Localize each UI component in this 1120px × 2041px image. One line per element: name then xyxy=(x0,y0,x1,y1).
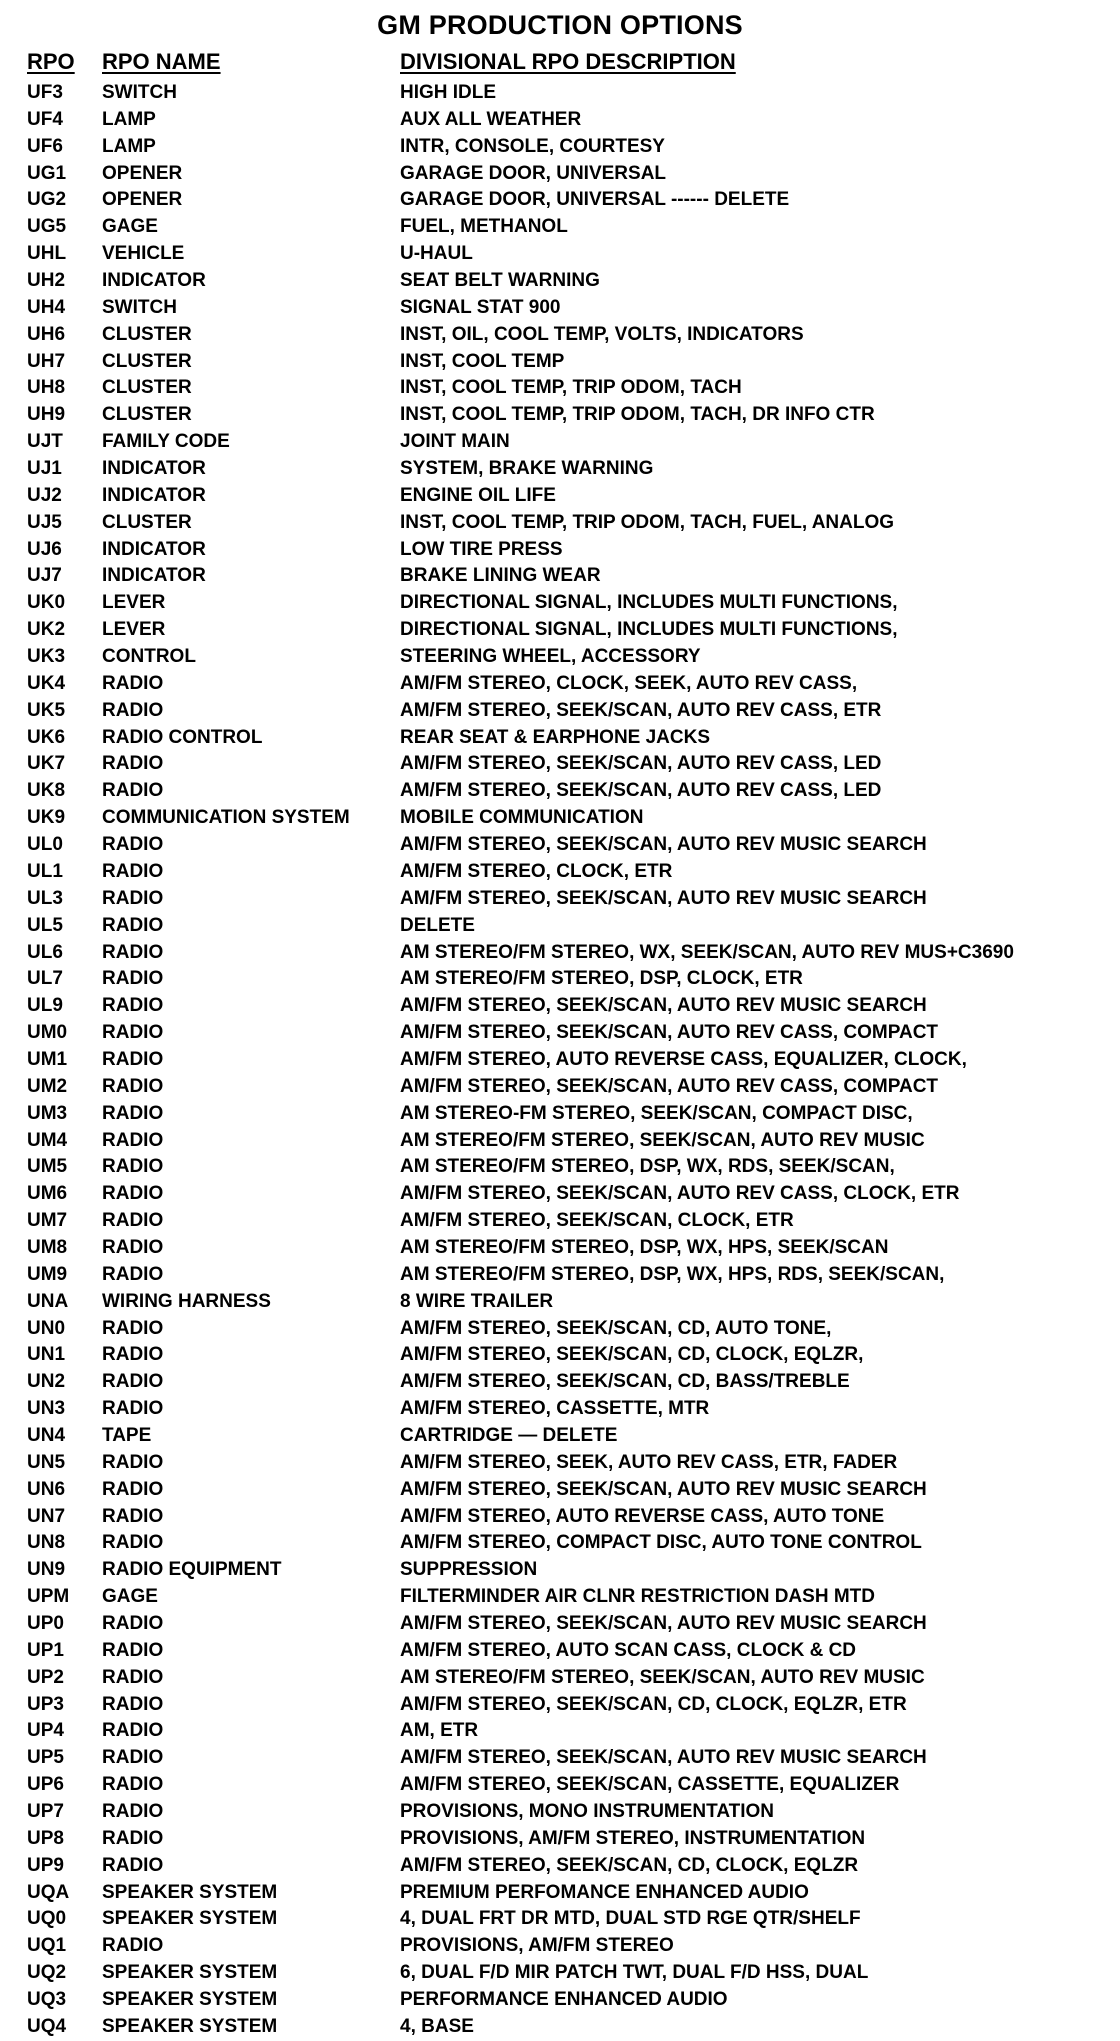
rpo-code: UH7 xyxy=(27,350,66,372)
rpo-description: AM/FM STEREO, SEEK/SCAN, CD, CLOCK, EQLZR, ETR xyxy=(400,1693,907,1715)
rpo-description: PREMIUM PERFOMANCE ENHANCED AUDIO xyxy=(400,1881,809,1903)
rpo-code: UP9 xyxy=(27,1854,64,1876)
rpo-description: AM STEREO/FM STEREO, SEEK/SCAN, AUTO REV MUSIC xyxy=(400,1666,925,1688)
table-row xyxy=(0,1799,1120,1826)
rpo-description: AM STEREO/FM STEREO, DSP, WX, HPS, RDS, SEEK/SCAN, xyxy=(400,1263,945,1285)
rpo-name: CONTROL xyxy=(102,646,196,668)
rpo-name: RADIO xyxy=(102,1478,164,1500)
table-row xyxy=(0,778,1120,805)
rpo-description: INST, COOL TEMP, TRIP ODOM, TACH, DR INFO CTR xyxy=(400,404,875,426)
table-row xyxy=(0,349,1120,376)
rpo-code: UJ6 xyxy=(27,538,62,560)
rpo-description: AM/FM STEREO, SEEK/SCAN, AUTO REV MUSIC SEARCH xyxy=(400,1478,927,1500)
rpo-name: RADIO xyxy=(102,834,164,856)
rpo-name: VEHICLE xyxy=(102,243,185,265)
rpo-description: AM/FM STEREO, CLOCK, SEEK, AUTO REV CASS, xyxy=(400,672,858,694)
rpo-name: INDICATOR xyxy=(102,565,206,587)
rpo-description: AM/FM STEREO, SEEK/SCAN, AUTO REV MUSIC SEARCH xyxy=(400,834,927,856)
rpo-description: U-HAUL xyxy=(400,243,473,265)
column-header-description: DIVISIONAL RPO DESCRIPTION xyxy=(400,49,736,74)
rpo-code: UPM xyxy=(27,1586,70,1608)
table-row xyxy=(0,1074,1120,1101)
page-title: GM PRODUCTION OPTIONS xyxy=(377,10,743,40)
rpo-name: RADIO xyxy=(102,941,164,963)
rpo-code: UM2 xyxy=(27,1075,68,1097)
table-row xyxy=(0,268,1120,295)
rpo-description: AUX ALL WEATHER xyxy=(400,108,582,130)
rpo-code: UP2 xyxy=(27,1666,64,1688)
rpo-description: AM/FM STEREO, SEEK/SCAN, CASSETTE, EQUALIZER xyxy=(400,1774,900,1796)
rpo-code: UQ1 xyxy=(27,1935,67,1957)
rpo-name: CLUSTER xyxy=(102,511,192,533)
rpo-code: UJ7 xyxy=(27,565,62,587)
rpo-name: RADIO xyxy=(102,1532,164,1554)
table-row xyxy=(0,1369,1120,1396)
rpo-description: AM/FM STEREO, SEEK/SCAN, AUTO REV CASS, LED xyxy=(400,780,882,802)
table-row xyxy=(0,1047,1120,1074)
rpo-code: UQA xyxy=(27,1881,70,1903)
rpo-description: AM/FM STEREO, SEEK/SCAN, AUTO REV CASS, ETR xyxy=(400,699,882,721)
rpo-description: GARAGE DOOR, UNIVERSAL xyxy=(400,162,667,184)
rpo-code: UP0 xyxy=(27,1612,64,1634)
rpo-name: RADIO xyxy=(102,1317,164,1339)
rpo-code: UM8 xyxy=(27,1236,68,1258)
rpo-description: AM/FM STEREO, SEEK/SCAN, AUTO REV CASS, CLOCK, ETR xyxy=(400,1183,960,1205)
rpo-name: RADIO xyxy=(102,1854,164,1876)
rpo-name: RADIO xyxy=(102,1048,164,1070)
rpo-name: GAGE xyxy=(102,216,158,238)
rpo-name: RADIO xyxy=(102,1827,164,1849)
rpo-code: UP6 xyxy=(27,1774,64,1796)
table-row xyxy=(0,2014,1120,2041)
table-row xyxy=(0,1933,1120,1960)
rpo-code: UP3 xyxy=(27,1693,64,1715)
rpo-description: DIRECTIONAL SIGNAL, INCLUDES MULTI FUNCTIONS, xyxy=(400,619,898,641)
rpo-description: AM STEREO/FM STEREO, DSP, WX, RDS, SEEK/SCAN, xyxy=(400,1156,895,1178)
rpo-code: UM9 xyxy=(27,1263,68,1285)
table-row xyxy=(0,1128,1120,1155)
table-row xyxy=(0,1745,1120,1772)
table-row xyxy=(0,805,1120,832)
table-row xyxy=(0,295,1120,322)
rpo-description: PROVISIONS, MONO INSTRUMENTATION xyxy=(400,1801,775,1822)
rpo-code: UP4 xyxy=(27,1720,64,1742)
column-header-rpo-name: RPO NAME xyxy=(102,49,221,74)
rpo-description: BRAKE LINING WEAR xyxy=(400,565,601,587)
table-row xyxy=(0,1020,1120,1047)
rpo-description: HIGH IDLE xyxy=(400,82,497,103)
rpo-code: UN2 xyxy=(27,1371,66,1393)
rpo-name: RADIO xyxy=(102,1102,164,1124)
rpo-description: AM/FM STEREO, SEEK/SCAN, AUTO REV CASS, COMPACT xyxy=(400,1075,939,1097)
rpo-code: UN7 xyxy=(27,1505,66,1527)
rpo-code: UM6 xyxy=(27,1183,68,1205)
rpo-name: CLUSTER xyxy=(102,404,192,426)
rpo-code: UG5 xyxy=(27,216,67,238)
table-row xyxy=(0,241,1120,268)
rpo-code: UN1 xyxy=(27,1344,66,1366)
rpo-description: AM/FM STEREO, SEEK/SCAN, AUTO REV MUSIC SEARCH xyxy=(400,887,927,909)
rpo-description: 4, BASE xyxy=(400,2015,474,2037)
rpo-code: UN9 xyxy=(27,1559,66,1581)
rpo-name: SWITCH xyxy=(102,296,177,318)
rpo-name: RADIO xyxy=(102,995,164,1017)
rpo-code: UQ2 xyxy=(27,1962,67,1984)
column-header-rpo: RPO xyxy=(27,49,75,74)
rpo-name: TAPE xyxy=(102,1424,152,1446)
rpo-code: UM5 xyxy=(27,1156,68,1178)
rpo-name: RADIO xyxy=(102,1639,164,1661)
rpo-description: GARAGE DOOR, UNIVERSAL ------ DELETE xyxy=(400,189,790,211)
table-row xyxy=(0,187,1120,214)
rpo-name: OPENER xyxy=(102,162,183,184)
rpo-description: AM STEREO/FM STEREO, SEEK/SCAN, AUTO REV MUSIC xyxy=(400,1129,925,1151)
rpo-name: OPENER xyxy=(102,189,183,211)
rpo-code: UL1 xyxy=(27,860,63,882)
table-row xyxy=(0,1101,1120,1128)
table-row xyxy=(0,1611,1120,1638)
table-row xyxy=(0,617,1120,644)
rpo-name: LEVER xyxy=(102,619,166,641)
table-row xyxy=(0,1450,1120,1477)
rpo-code: UK8 xyxy=(27,780,66,802)
rpo-code: UL3 xyxy=(27,887,63,909)
rpo-description: SYSTEM, BRAKE WARNING xyxy=(400,458,654,480)
rpo-name: RADIO xyxy=(102,1666,164,1688)
rpo-code: UK4 xyxy=(27,672,66,694)
rpo-name: CLUSTER xyxy=(102,350,192,372)
rpo-description: PROVISIONS, AM/FM STEREO xyxy=(400,1935,674,1957)
rpo-name: INDICATOR xyxy=(102,458,206,480)
rpo-code: UP7 xyxy=(27,1801,64,1822)
table-row xyxy=(0,1718,1120,1745)
rpo-description: AM/FM STEREO, SEEK/SCAN, AUTO REV MUSIC SEARCH xyxy=(400,1747,927,1769)
rpo-description: 8 WIRE TRAILER xyxy=(400,1290,554,1312)
rpo-name: SPEAKER SYSTEM xyxy=(102,1989,278,2011)
rpo-code: UJ1 xyxy=(27,458,62,480)
table-row xyxy=(0,107,1120,134)
table-row xyxy=(0,483,1120,510)
rpo-name: RADIO xyxy=(102,1747,164,1769)
rpo-name: RADIO EQUIPMENT xyxy=(102,1559,282,1581)
rpo-name: RADIO xyxy=(102,1263,164,1285)
rpo-description: AM/FM STEREO, SEEK/SCAN, CLOCK, ETR xyxy=(400,1210,794,1232)
rpo-name: RADIO xyxy=(102,1935,164,1957)
rpo-code: UK7 xyxy=(27,753,66,775)
table-row xyxy=(0,913,1120,940)
table-row xyxy=(0,698,1120,725)
rpo-name: RADIO xyxy=(102,1075,164,1097)
rpo-name: SPEAKER SYSTEM xyxy=(102,2015,278,2037)
table-row xyxy=(0,886,1120,913)
rpo-code: UH2 xyxy=(27,270,66,292)
rpo-code: UK0 xyxy=(27,592,66,614)
rpo-description: AM STEREO-FM STEREO, SEEK/SCAN, COMPACT DISC, xyxy=(400,1102,913,1124)
table-row xyxy=(0,1396,1120,1423)
rpo-name: RADIO xyxy=(102,968,164,990)
rpo-code: UNA xyxy=(27,1290,69,1312)
table-row xyxy=(0,537,1120,564)
rpo-code: UL7 xyxy=(27,968,63,990)
rpo-description: INST, COOL TEMP, TRIP ODOM, TACH, FUEL, ANALOG xyxy=(400,511,895,533)
rpo-name: FAMILY CODE xyxy=(102,431,230,453)
table-row xyxy=(0,1584,1120,1611)
rpo-code: UF3 xyxy=(27,82,63,103)
rpo-code: UJ2 xyxy=(27,484,62,506)
table-row xyxy=(0,134,1120,161)
rpo-name: RADIO xyxy=(102,699,164,721)
rpo-description: SEAT BELT WARNING xyxy=(400,270,600,292)
table-row xyxy=(0,1181,1120,1208)
table-row xyxy=(0,1880,1120,1907)
rpo-description: AM/FM STEREO, SEEK/SCAN, AUTO REV MUSIC SEARCH xyxy=(400,995,927,1017)
rpo-description: MOBILE COMMUNICATION xyxy=(400,807,644,829)
rpo-name: RADIO xyxy=(102,1720,164,1742)
rpo-name: RADIO xyxy=(102,1398,164,1420)
rpo-code: UL9 xyxy=(27,995,63,1017)
rpo-description: INST, COOL TEMP xyxy=(400,350,565,372)
rpo-name: RADIO xyxy=(102,780,164,802)
table-row xyxy=(0,966,1120,993)
rpo-code: UK5 xyxy=(27,699,66,721)
rpo-description: PERFORMANCE ENHANCED AUDIO xyxy=(400,1989,728,2011)
rpo-description: DELETE xyxy=(400,914,475,936)
rpo-name: RADIO xyxy=(102,1505,164,1527)
rpo-description: LOW TIRE PRESS xyxy=(400,538,563,560)
rpo-name: CLUSTER xyxy=(102,323,192,345)
rpo-code: UM1 xyxy=(27,1048,68,1070)
rpo-name: RADIO xyxy=(102,1210,164,1232)
rpo-name: SWITCH xyxy=(102,82,177,103)
rpo-code: UK2 xyxy=(27,619,66,641)
rpo-description: JOINT MAIN xyxy=(400,431,510,453)
rpo-code: UL5 xyxy=(27,914,63,936)
rpo-description: 6, DUAL F/D MIR PATCH TWT, DUAL F/D HSS, DUAL xyxy=(400,1962,869,1984)
table-row xyxy=(0,1960,1120,1987)
table-row xyxy=(0,1423,1120,1450)
rpo-code: UN8 xyxy=(27,1532,66,1554)
rpo-description: AM/FM STEREO, COMPACT DISC, AUTO TONE CONTROL xyxy=(400,1532,922,1554)
rpo-name: COMMUNICATION SYSTEM xyxy=(102,807,350,829)
rpo-description: AM/FM STEREO, SEEK, AUTO REV CASS, ETR, FADER xyxy=(400,1451,898,1473)
rpo-code: UK3 xyxy=(27,646,66,668)
rpo-code: UG1 xyxy=(27,162,67,184)
table-row xyxy=(0,1665,1120,1692)
rpo-name: INDICATOR xyxy=(102,270,206,292)
table-row xyxy=(0,993,1120,1020)
table-row xyxy=(0,1772,1120,1799)
table-row xyxy=(0,161,1120,188)
rpo-name: RADIO xyxy=(102,1371,164,1393)
table-row xyxy=(0,563,1120,590)
rpo-description: AM, ETR xyxy=(400,1720,479,1742)
rpo-name: RADIO CONTROL xyxy=(102,726,263,748)
rpo-description: INTR, CONSOLE, COURTESY xyxy=(400,135,665,157)
table-row xyxy=(0,1557,1120,1584)
rpo-description: AM/FM STEREO, SEEK/SCAN, CD, CLOCK, EQLZR xyxy=(400,1854,859,1876)
rpo-code: UJT xyxy=(27,431,63,453)
rpo-code: UH4 xyxy=(27,296,66,318)
rpo-code: UF6 xyxy=(27,135,63,157)
rpo-code: UM0 xyxy=(27,1022,68,1044)
table-row xyxy=(0,725,1120,752)
rpo-name: INDICATOR xyxy=(102,538,206,560)
rpo-code: UP8 xyxy=(27,1827,64,1849)
rpo-name: RADIO xyxy=(102,672,164,694)
rpo-code: UF4 xyxy=(27,108,63,130)
rpo-name: RADIO xyxy=(102,914,164,936)
table-row xyxy=(0,1289,1120,1316)
rpo-name: RADIO xyxy=(102,1129,164,1151)
rpo-name: RADIO xyxy=(102,1774,164,1796)
rpo-name: RADIO xyxy=(102,1156,164,1178)
rpo-name: RADIO xyxy=(102,1612,164,1634)
rpo-name: RADIO xyxy=(102,1344,164,1366)
table-row xyxy=(0,1316,1120,1343)
rpo-code: UL6 xyxy=(27,941,63,963)
rpo-code: UN5 xyxy=(27,1451,66,1473)
rpo-code: UQ3 xyxy=(27,1989,67,2011)
rpo-code: UG2 xyxy=(27,189,67,211)
rpo-name: INDICATOR xyxy=(102,484,206,506)
rpo-description: AM/FM STEREO, SEEK/SCAN, CD, BASS/TREBLE xyxy=(400,1371,850,1393)
table-row xyxy=(0,1906,1120,1933)
table-row xyxy=(0,402,1120,429)
rpo-name: RADIO xyxy=(102,1236,164,1258)
rpo-description: AM/FM STEREO, AUTO REVERSE CASS, AUTO TONE xyxy=(400,1505,885,1527)
rpo-description: FUEL, METHANOL xyxy=(400,216,568,238)
rpo-description: SUPPRESSION xyxy=(400,1559,538,1581)
rpo-name: SPEAKER SYSTEM xyxy=(102,1962,278,1984)
rpo-description: AM/FM STEREO, SEEK/SCAN, AUTO REV MUSIC SEARCH xyxy=(400,1612,927,1634)
rpo-code: UP1 xyxy=(27,1639,64,1661)
rpo-description: AM/FM STEREO, AUTO REVERSE CASS, EQUALIZER, CLOCK, xyxy=(400,1048,967,1070)
rpo-name: LEVER xyxy=(102,592,166,614)
rpo-code: UP5 xyxy=(27,1747,64,1769)
rpo-name: RADIO xyxy=(102,1183,164,1205)
rpo-description: CARTRIDGE — DELETE xyxy=(400,1424,618,1446)
table-row xyxy=(0,1504,1120,1531)
table-row xyxy=(0,832,1120,859)
rpo-name: LAMP xyxy=(102,135,156,157)
rpo-code: UM3 xyxy=(27,1102,68,1124)
table-row xyxy=(0,1342,1120,1369)
rpo-description: PROVISIONS, AM/FM STEREO, INSTRUMENTATION xyxy=(400,1827,866,1849)
rpo-description: AM/FM STEREO, AUTO SCAN CASS, CLOCK & CD xyxy=(400,1639,857,1661)
rpo-code: UQ0 xyxy=(27,1908,67,1930)
rpo-name: RADIO xyxy=(102,1022,164,1044)
table-row xyxy=(0,1208,1120,1235)
rpo-code: UHL xyxy=(27,243,67,265)
rpo-description: DIRECTIONAL SIGNAL, INCLUDES MULTI FUNCTIONS, xyxy=(400,592,898,614)
table-row xyxy=(0,1235,1120,1262)
options-table xyxy=(0,80,1120,2041)
table-row xyxy=(0,1477,1120,1504)
rpo-name: RADIO xyxy=(102,887,164,909)
rpo-description: AM/FM STEREO, SEEK/SCAN, CD, AUTO TONE, xyxy=(400,1317,832,1339)
table-row xyxy=(0,510,1120,537)
table-row xyxy=(0,644,1120,671)
rpo-name: RADIO xyxy=(102,860,164,882)
rpo-name: GAGE xyxy=(102,1586,158,1608)
rpo-description: AM STEREO/FM STEREO, DSP, WX, HPS, SEEK/SCAN xyxy=(400,1236,889,1258)
rpo-description: AM/FM STEREO, SEEK/SCAN, AUTO REV CASS, LED xyxy=(400,753,882,775)
rpo-code: UK6 xyxy=(27,726,66,748)
rpo-description: AM STEREO/FM STEREO, DSP, CLOCK, ETR xyxy=(400,968,803,990)
rpo-code: UH8 xyxy=(27,377,66,399)
rpo-code: UM7 xyxy=(27,1210,68,1232)
table-row xyxy=(0,322,1120,349)
table-row xyxy=(0,456,1120,483)
rpo-name: LAMP xyxy=(102,108,156,130)
rpo-description: INST, COOL TEMP, TRIP ODOM, TACH xyxy=(400,377,742,399)
rpo-code: UJ5 xyxy=(27,511,62,533)
table-row xyxy=(0,1262,1120,1289)
rpo-description: STEERING WHEEL, ACCESSORY xyxy=(400,646,701,668)
table-row xyxy=(0,1530,1120,1557)
rpo-code: UQ4 xyxy=(27,2015,67,2037)
rpo-description: ENGINE OIL LIFE xyxy=(400,484,556,506)
rpo-code: UN4 xyxy=(27,1424,66,1446)
rpo-code: UH9 xyxy=(27,404,66,426)
rpo-name: WIRING HARNESS xyxy=(102,1290,271,1312)
rpo-description: AM/FM STEREO, CASSETTE, MTR xyxy=(400,1398,710,1420)
rpo-code: UN6 xyxy=(27,1478,66,1500)
rpo-description: AM/FM STEREO, SEEK/SCAN, CD, CLOCK, EQLZR, xyxy=(400,1344,864,1366)
table-row xyxy=(0,214,1120,241)
rpo-description: SIGNAL STAT 900 xyxy=(400,296,561,318)
table-row xyxy=(0,751,1120,778)
rpo-name: CLUSTER xyxy=(102,377,192,399)
rpo-code: UL0 xyxy=(27,834,63,856)
table-row xyxy=(0,671,1120,698)
table-row xyxy=(0,940,1120,967)
rpo-name: RADIO xyxy=(102,1693,164,1715)
table-row xyxy=(0,80,1120,107)
rpo-code: UM4 xyxy=(27,1129,68,1151)
rpo-code: UK9 xyxy=(27,807,66,829)
rpo-name: SPEAKER SYSTEM xyxy=(102,1908,278,1930)
rpo-description: FILTERMINDER AIR CLNR RESTRICTION DASH MTD xyxy=(400,1586,875,1608)
rpo-description: AM STEREO/FM STEREO, WX, SEEK/SCAN, AUTO REV MUS+C3690 xyxy=(400,941,1014,963)
rpo-name: RADIO xyxy=(102,1801,164,1822)
rpo-description: INST, OIL, COOL TEMP, VOLTS, INDICATORS xyxy=(400,323,804,345)
rpo-description: 4, DUAL FRT DR MTD, DUAL STD RGE QTR/SHELF xyxy=(400,1908,861,1930)
rpo-name: RADIO xyxy=(102,753,164,775)
rpo-code: UN3 xyxy=(27,1398,66,1420)
table-row xyxy=(0,1638,1120,1665)
rpo-description: REAR SEAT & EARPHONE JACKS xyxy=(400,726,711,748)
rpo-name: RADIO xyxy=(102,1451,164,1473)
table-row xyxy=(0,429,1120,456)
rpo-description: AM/FM STEREO, CLOCK, ETR xyxy=(400,860,673,882)
rpo-code: UH6 xyxy=(27,323,66,345)
table-row xyxy=(0,1154,1120,1181)
table-row xyxy=(0,1692,1120,1719)
rpo-code: UN0 xyxy=(27,1317,66,1339)
rpo-description: AM/FM STEREO, SEEK/SCAN, AUTO REV CASS, COMPACT xyxy=(400,1022,939,1044)
rpo-name: SPEAKER SYSTEM xyxy=(102,1881,278,1903)
table-row xyxy=(0,1826,1120,1853)
table-row xyxy=(0,1987,1120,2014)
table-row xyxy=(0,375,1120,402)
table-row xyxy=(0,1853,1120,1880)
table-row xyxy=(0,590,1120,617)
table-row xyxy=(0,859,1120,886)
